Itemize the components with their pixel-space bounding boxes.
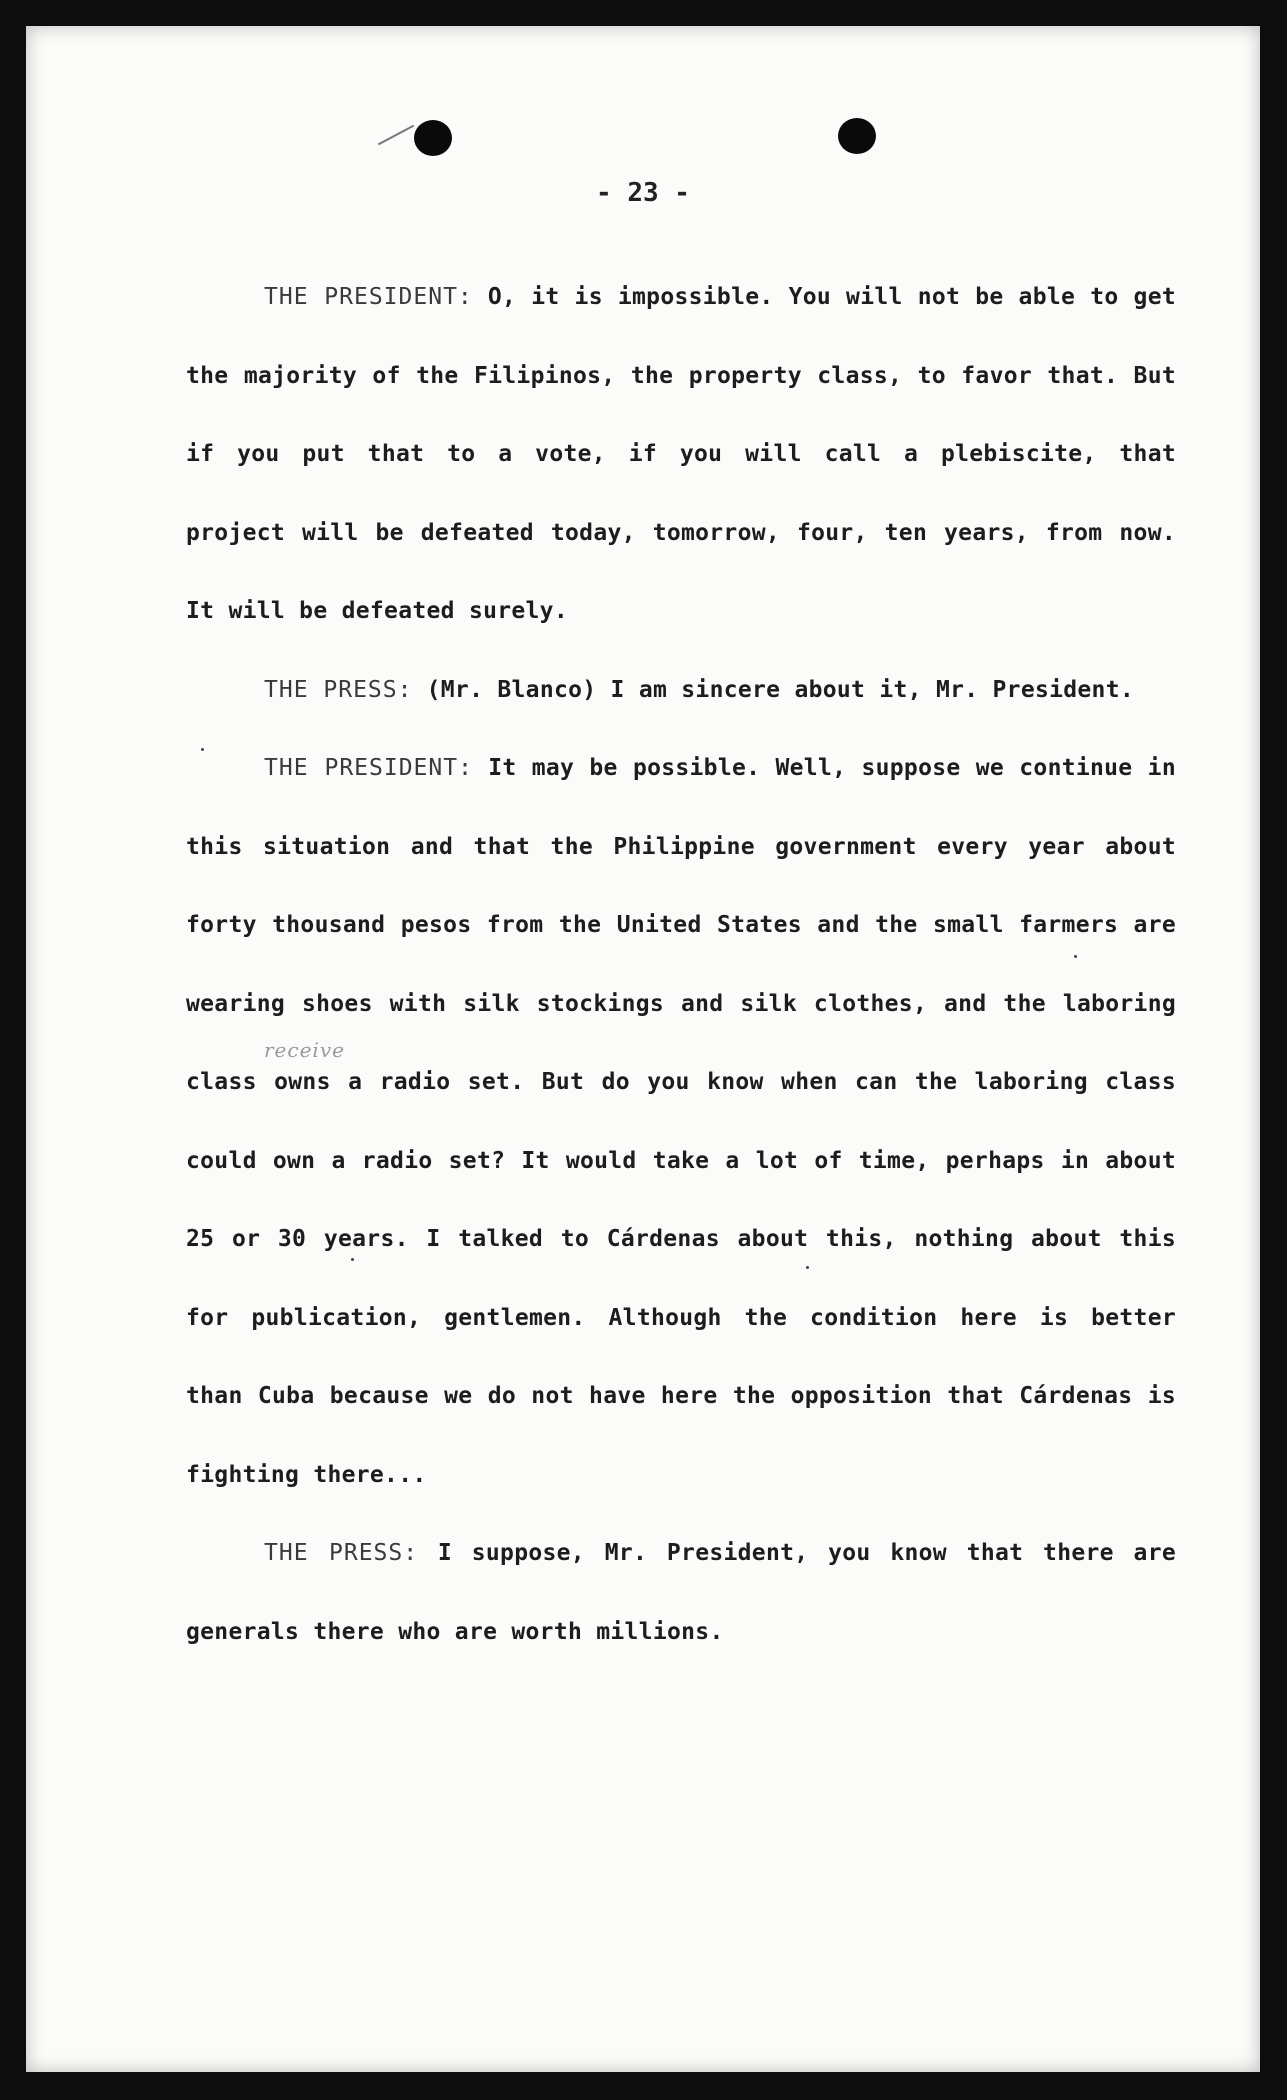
pen-mark [378,125,414,146]
speaker-label: THE PRESIDENT: [264,755,473,781]
paragraph-text: I suppose, Mr. President, you know that there are generals there who are worth millions. [186,1540,1176,1645]
paragraph-2 [186,651,1176,730]
paragraph-text: It may be possible. Well, suppose we continue in this situation and that the Philippine government every year about forty thousand pesos from the United States and the small farmers are wearing shoes with silk stockings and silk clothes, and the laboring class owns a radio set. But do you know when can the laboring class could own a radio set? It would take a lot of time, perhaps in about 25 or 30 years. I talked to Cárdenas about this, nothing about this for publication, gentlemen. Although the condition here is better than Cuba because we do not have here the opposition that Cárdenas is fighting there... [186,755,1176,1488]
paragraph-3 [186,729,1176,1514]
document-page [26,26,1260,2072]
scan-speck [806,1266,809,1269]
scan-speck [351,1258,354,1261]
transcript-body [186,258,1176,1671]
paragraph-text: O, it is impossible. You will not be able to get the majority of the Filipinos, the property class, to favor that. But if you put that to a vote, if you will call a plebiscite, that project will be defeated today, tomorrow, four, ten years, from now. It will be defeated surely. [186,284,1176,624]
speaker-label: THE PRESS: [264,1540,419,1566]
speaker-label: THE PRESS: [264,676,413,703]
scan-speck [1074,955,1077,958]
paragraph-text: (Mr. Blanco) I am sincere about it, Mr. President. [426,676,1134,703]
speaker-label: THE PRESIDENT: [264,284,473,310]
paragraph-4 [186,1514,1176,1671]
punch-hole-right [838,118,876,154]
paragraph-1 [186,258,1176,651]
page-number: - 23 - [596,178,690,208]
punch-hole-left [414,120,452,156]
handwritten-margin-note: receive [264,1038,345,1062]
scan-speck [201,748,204,751]
